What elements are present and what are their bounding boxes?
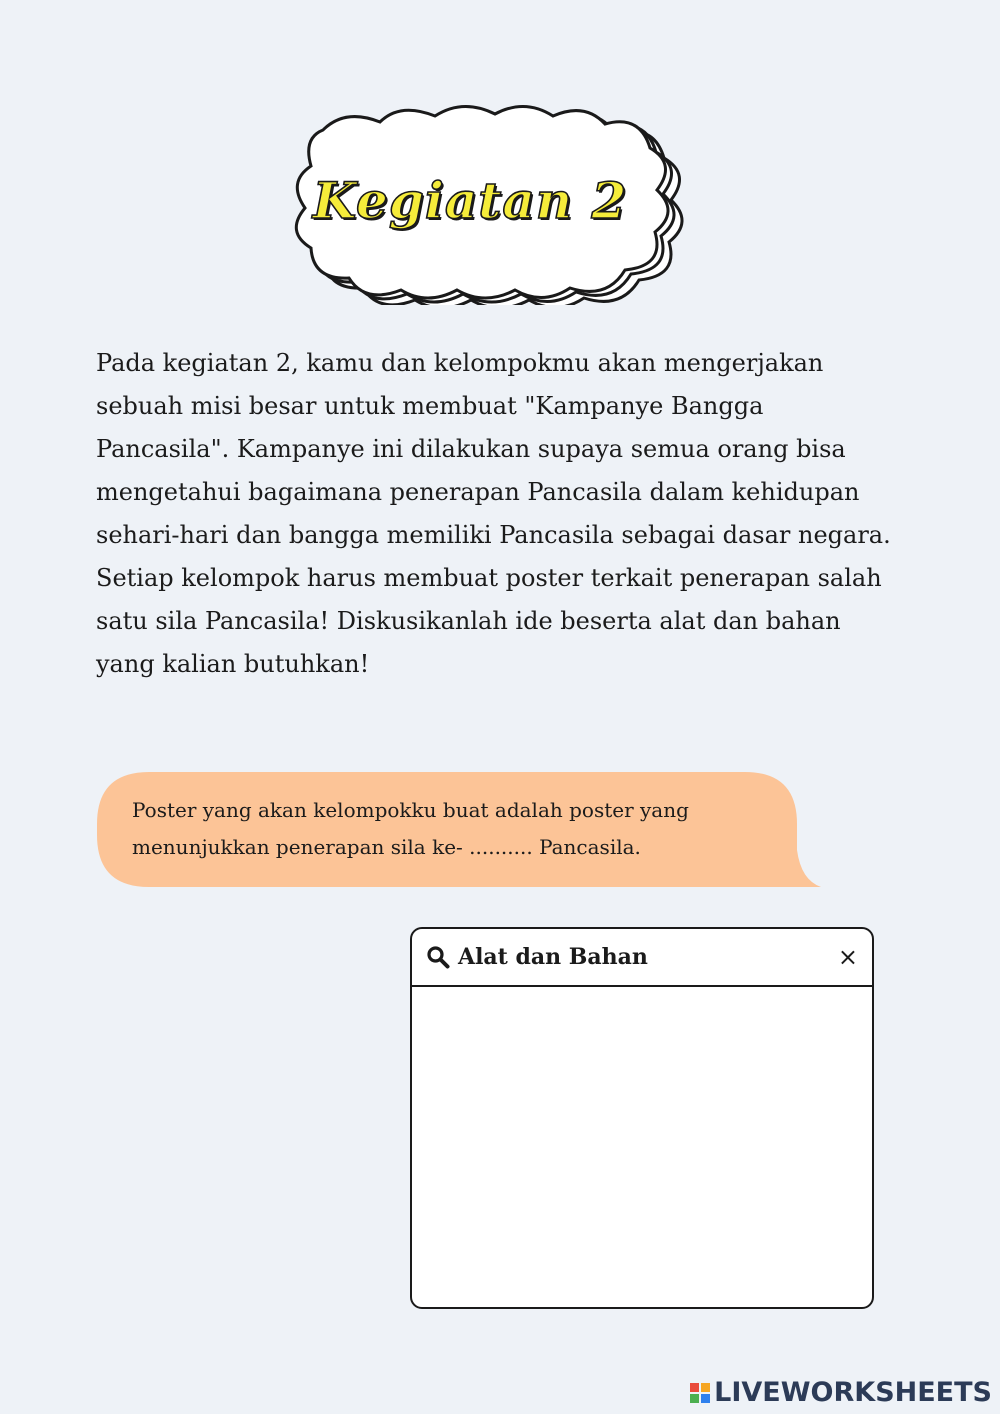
speech-bubble	[97, 772, 797, 887]
bubble-text: Poster yang akan kelompokku buat adalah poster yang menunjukkan penerapan sila ke- .......... Pancasila.	[132, 798, 689, 859]
search-icon	[426, 945, 450, 969]
panel-header	[412, 929, 872, 987]
alat-bahan-answer-area[interactable]	[412, 987, 872, 1305]
close-icon[interactable]: ×	[837, 943, 858, 971]
panel-title: Alat dan Bahan	[458, 944, 648, 970]
intro-paragraph: Pada kegiatan 2, kamu dan kelompokmu akan mengerjakan sebuah misi besar untuk membuat "Kampanye Bangga Pancasila". Kampanye ini dilakukan supaya semua orang bisa mengetahui bagaimana penerapan Pancasila dalam kehidupan sehari-hari dan bangga memiliki Pancasila sebagai dasar negara. Setiap kelompok harus membuat poster terkait penerapan salah satu sila Pancasila! Diskusikanlah ide beserta alat dan bahan yang kalian butuhkan!	[96, 349, 891, 678]
page-title: Kegiatan 2	[312, 170, 628, 230]
title-banner	[285, 100, 690, 305]
liveworksheets-logo	[690, 1377, 992, 1408]
brand-name: LIVEWORKSHEETS	[714, 1377, 992, 1408]
alat-bahan-panel	[410, 927, 874, 1309]
logo-mark-icon	[690, 1383, 710, 1403]
